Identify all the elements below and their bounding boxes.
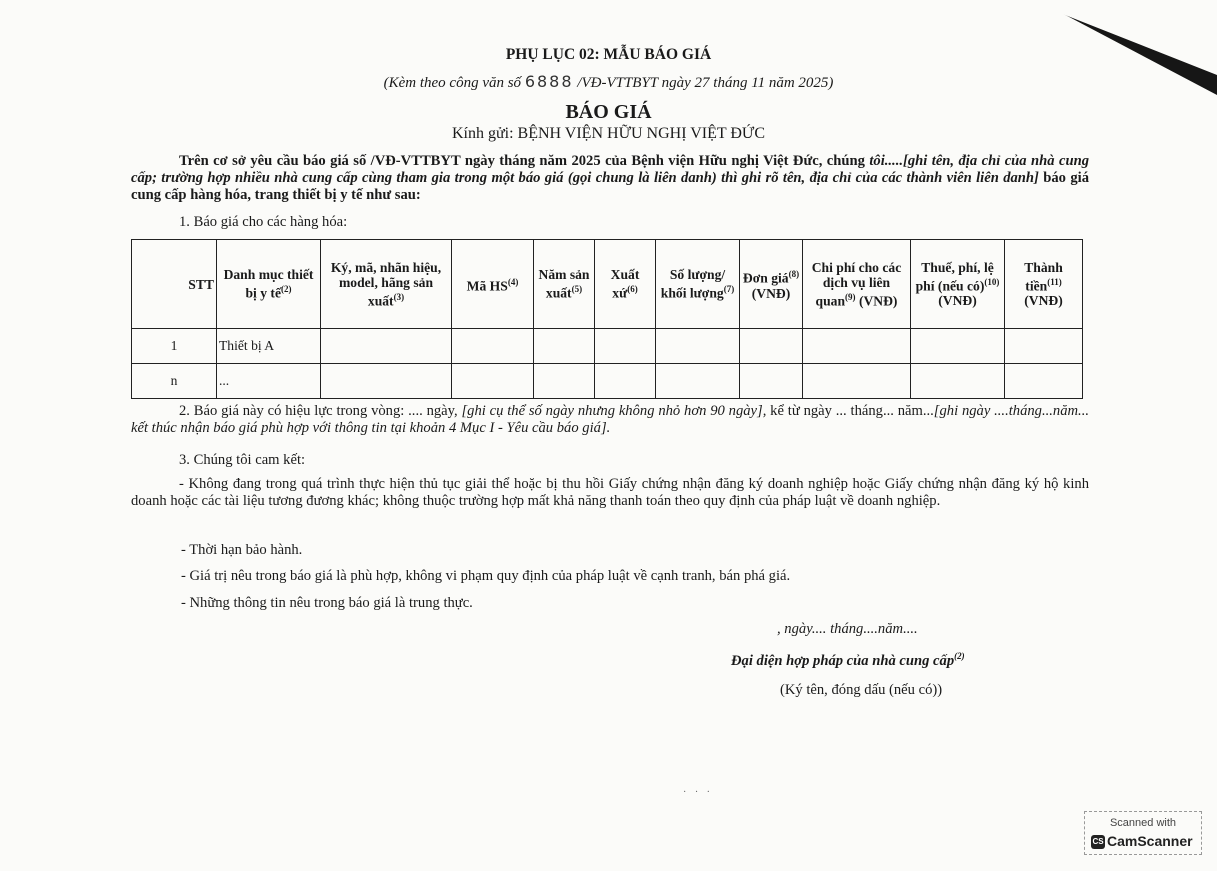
table-row	[132, 364, 1083, 399]
cell-empty	[321, 329, 452, 364]
cell-empty	[740, 364, 803, 399]
cell-empty	[1005, 364, 1083, 399]
header-manufacture-year: Năm sản xuất$^{(5)}$	[534, 240, 595, 329]
header-model-brand: Ký, mã, nhãn hiệu, model, hãng sản xuất$^{(3)}$	[321, 240, 452, 329]
quote-title: BÁO GIÁ	[565, 101, 652, 123]
scanned-with-label: Scanned with	[1109, 817, 1177, 829]
validity-paragraph	[131, 403, 1089, 437]
signature-date-line: , ngày.... tháng....năm....	[777, 621, 918, 637]
header-origin: Xuất xứ$^{(6)}$	[595, 240, 656, 329]
appendix-title: PHỤ LỤC 02: MẪU BÁO GIÁ	[505, 46, 712, 63]
quote-table	[131, 239, 1083, 399]
cell-empty	[452, 329, 534, 364]
header-service-cost: Chi phí cho các dịch vụ liên quan$^{(9)}$ (VNĐ)	[803, 240, 911, 329]
commitment-item: - Thời hạn bảo hành.	[181, 542, 303, 558]
signature-note: (Ký tên, đóng dấu (nếu có))	[780, 682, 943, 698]
cell-device-name: Thiết bị A	[217, 329, 321, 364]
recipient-line: Kính gửi: BỆNH VIỆN HỮU NGHỊ VIỆT ĐỨC	[451, 125, 766, 142]
intro-paragraph	[131, 153, 1089, 205]
representative-title: Đại diện hợp pháp của nhà cung cấp$^{(2)}$	[731, 651, 965, 669]
section1-heading: 1. Báo giá cho các hàng hóa:	[179, 214, 348, 230]
validity-part2: [ghi cụ thể số ngày nhưng không nhỏ hơn 90 ngày],	[461, 403, 767, 419]
intro-part1: Trên cơ sở yêu cầu báo giá số /VĐ-VTTBYT ngày tháng năm 2025 của Bệnh viện Hữu nghị Việt Đức, chúng	[179, 153, 870, 169]
handwritten-document-number: 6888	[524, 72, 574, 91]
header-unit-price: Đơn giá$^{(8)}$ (VNĐ)	[740, 240, 803, 329]
header-quantity: Số lượng/ khối lượng$^{(7)}$	[656, 240, 740, 329]
header-total: Thành tiền$^{(11)}$ (VNĐ)	[1005, 240, 1083, 329]
subtitle-prefix: (Kèm theo công văn số	[383, 75, 522, 91]
cell-empty	[1005, 329, 1083, 364]
scan-artifact-dots: · · ·	[683, 787, 713, 798]
validity-part3: kể từ ngày ... tháng... năm...	[766, 403, 934, 419]
subtitle	[0, 72, 1217, 92]
validity-part4: [ghi ngày ....tháng...năm... kết thúc nhận báo giá phù hợp với thông tin tại khoản 4 Mục I - Yêu cầu báo giá].	[131, 403, 1089, 437]
cell-empty	[534, 329, 595, 364]
camscanner-logo-icon: CS	[1091, 835, 1105, 849]
camscanner-brand: CamScanner	[1107, 833, 1193, 849]
cell-empty	[803, 329, 911, 364]
cell-stt: 1	[132, 329, 217, 364]
cell-stt: n	[132, 364, 217, 399]
subtitle-suffix: /VĐ-VTTBYT ngày 27 tháng 11 năm 2025)	[577, 75, 834, 91]
section3-heading: 3. Chúng tôi cam kết:	[179, 452, 306, 468]
cell-empty	[452, 364, 534, 399]
cell-empty	[911, 329, 1005, 364]
intro-part3: báo giá cung cấp hàng hóa, trang thiết bị y tế như sau:	[131, 170, 1090, 204]
header-hs-code: Mã HS$^{(4)}$	[452, 240, 534, 329]
commitment-item: - Không đang trong quá trình thực hiện thủ tục giải thể hoặc bị thu hồi Giấy chứng nhận đăng ký doanh nghiệp hoặc Giấy chứng nhận đăng ký hộ kinh doanh hoặc các tài liệu tương đương khác; không thuộc trường hợp mất khả năng thanh toán theo quy định của pháp luật về doanh nghiệp.	[131, 476, 1089, 510]
cell-empty	[321, 364, 452, 399]
cell-empty	[803, 364, 911, 399]
cell-empty	[534, 364, 595, 399]
cell-empty	[740, 329, 803, 364]
validity-part1: 2. Báo giá này có hiệu lực trong vòng: .... ngày,	[179, 403, 462, 419]
cell-empty	[595, 329, 656, 364]
table-header-row	[132, 240, 1083, 329]
cell-empty	[656, 364, 740, 399]
commitment-item: - Những thông tin nêu trong báo giá là trung thực.	[181, 595, 473, 611]
commitment-item: - Giá trị nêu trong báo giá là phù hợp, không vi phạm quy định của pháp luật về cạnh tranh, bán phá giá.	[181, 568, 791, 584]
header-stt: STT	[132, 240, 217, 329]
cell-empty	[911, 364, 1005, 399]
cell-empty	[656, 329, 740, 364]
header-device-category: Danh mục thiết bị y tế$^{(2)}$	[217, 240, 321, 329]
cell-device-name: ...	[217, 364, 321, 399]
header-tax-fee: Thuế, phí, lệ phí (nếu có)$^{(10)}$ (VNĐ)	[911, 240, 1005, 329]
camscanner-watermark	[1084, 811, 1202, 855]
table-row	[132, 329, 1083, 364]
intro-part2: tôi.....[ghi tên, địa chỉ của nhà cung cấp; trường hợp nhiều nhà cung cấp cùng tham gia trong một báo giá (gọi chung là liên danh) thì ghi rõ tên, địa chỉ của các thành viên liên danh]	[131, 153, 1089, 187]
cell-empty	[595, 364, 656, 399]
